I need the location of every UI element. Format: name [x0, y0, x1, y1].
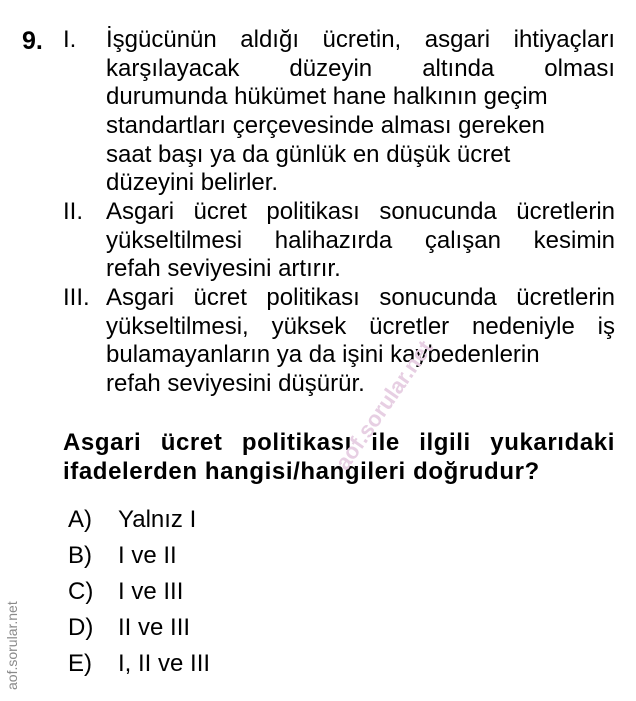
watermark-diagonal: aof.sorular.net — [330, 335, 438, 475]
statement-line: Asgari ücret politikası sonucunda ücretlerin — [106, 198, 615, 225]
statement-2-numeral: II. — [63, 198, 84, 225]
option-text: I ve III — [118, 578, 184, 605]
statement-2-text — [106, 198, 615, 284]
option-letter: E) — [68, 650, 92, 677]
statement-line: yükseltilmesi halihazırda çalışan kesimin — [106, 226, 615, 254]
statement-1-numeral: I. — [63, 26, 77, 53]
statement-line: durumunda hükümet hane halkının geçim — [106, 83, 548, 111]
option-text: II ve III — [118, 614, 191, 641]
option-text: Yalnız I — [118, 506, 197, 533]
statement-1-text — [106, 26, 615, 198]
statement-line: bulamayanların ya da işini kaybedenlerin — [106, 341, 540, 369]
statement-line: Asgari ücret politikası sonucunda ücretlerin — [106, 284, 615, 311]
statement-3-text — [106, 284, 615, 399]
statement-line: refah seviyesini düşürür. — [106, 370, 365, 398]
prompt-line: Asgari ücret politikası ile ilgili yukarıdaki — [63, 429, 615, 456]
statement-line: standartları çerçevesinde alması gereken — [106, 112, 545, 140]
statement-line: refah seviyesini artırır. — [106, 255, 341, 283]
option-letter: D) — [68, 614, 94, 641]
question-number: 9. — [22, 27, 43, 55]
watermark-side: aof.sorular.net — [4, 601, 20, 690]
statement-3-numeral: III. — [63, 284, 90, 311]
statement-line: İşgücünün aldığı ücretin, asgari ihtiyaçları — [106, 26, 615, 53]
option-letter: C) — [68, 578, 94, 605]
option-text: I ve II — [118, 542, 177, 569]
statement-line: düzeyini belirler. — [106, 169, 279, 197]
statement-line: saat başı ya da günlük en düşük ücret — [106, 140, 511, 168]
option-letter: B) — [68, 542, 92, 569]
option-text: I, II ve III — [118, 650, 211, 677]
option-letter: A) — [68, 506, 92, 533]
statement-line: yükseltilmesi, yüksek ücretler nedeniyle iş — [106, 312, 615, 340]
statement-line: karşılayacak düzeyin altında olması — [106, 54, 615, 82]
prompt-line: ifadelerden hangisi/hangileri doğrudur? — [63, 457, 540, 485]
